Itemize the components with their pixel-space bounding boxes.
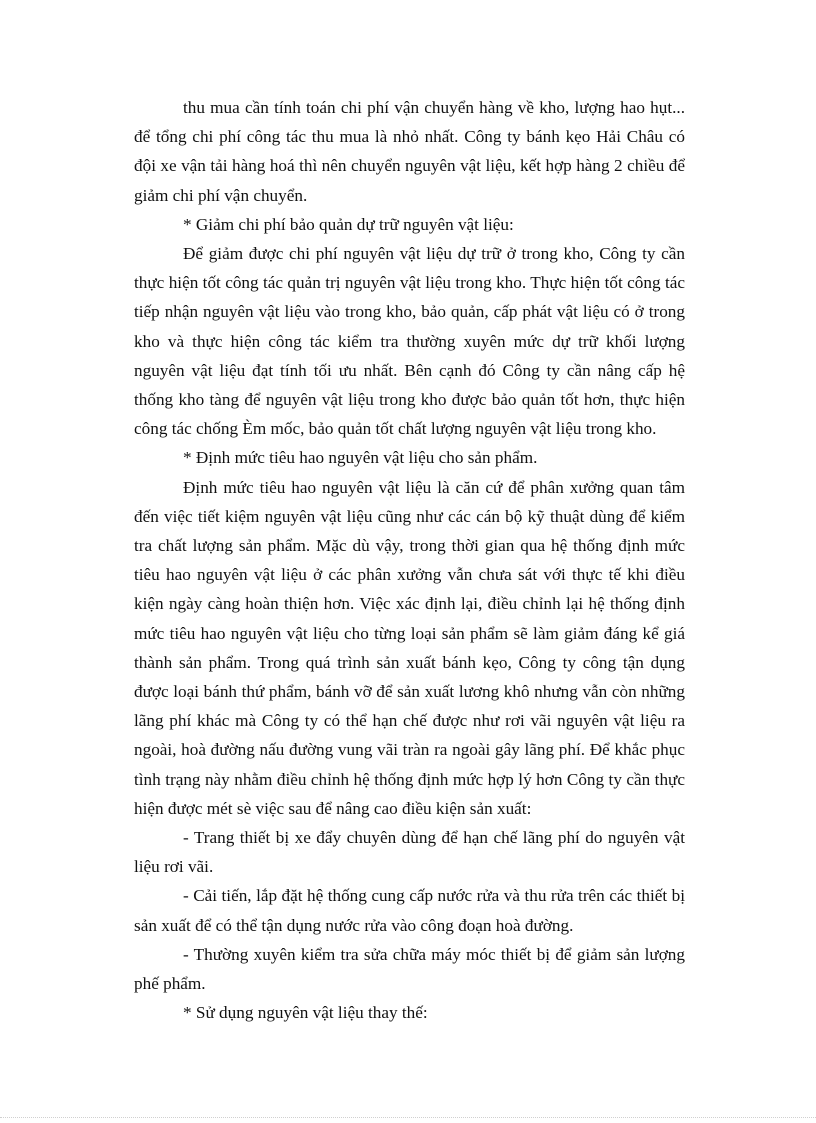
list-item-trolley: - Trang thiết bị xe đẩy chuyên dùng để hạn chế lãng phí do nguyên vật liệu rơi vãi. (134, 828, 685, 877)
paragraph-transport-cost: thu mua cần tính toán chi phí vận chuyển hàng về kho, lượng hao hụt... để tổng chi phí công tác thu mua là nhỏ nhất. Công ty bánh kẹo Hải Châu có đội xe vận tải hàng hoá thì nên chuyển nguyên vật liệu, kết hợp hàng 2 chiều để giảm chi phí vận chuyển. (134, 98, 685, 205)
paragraph-consumption-norm: Định mức tiêu hao nguyên vật liệu là căn cứ để phân xưởng quan tâm đến việc tiết kiệm nguyên vật liệu cũng như các cán bộ kỹ thuật dùng để kiểm tra chất lượng sản phẩm. Mặc dù vậy, trong thời gian qua hệ thống định mức tiêu hao nguyên vật liệu ở các phân xưởng vẫn chưa sát với thực tế khi điều kiện ngày càng hoàn thiện hơn. Việc xác định lại, điều chỉnh lại hệ thống định mức tiêu hao nguyên vật liệu cho từng loại sản phẩm sẽ làm giảm đáng kể giá thành sản phẩm. Trong quá trình sản xuất bánh kẹo, Công ty công tận dụng được loại bánh thứ phẩm, bánh vỡ để sản xuất lương khô nhưng vẫn còn những lãng phí khác mà Công ty có thể hạn chế được như rơi vãi nguyên vật liệu ra ngoài, hoà đường nấu đường vung vãi tràn ra ngoài gây lãng phí. Để khắc phục tình trạng này nhằm điều chỉnh hệ thống định mức hợp lý hơn Công ty cần thực hiện được mét sè việc sau để nâng cao điều kiện sản xuất: (134, 477, 685, 818)
list-item-maintenance: - Thường xuyên kiểm tra sửa chữa máy móc thiết bị để giảm sản lượng phế phẩm. (134, 944, 685, 994)
document-page (134, 93, 685, 1028)
heading-consumption-norm: * Định mức tiêu hao nguyên vật liệu cho sản phẩm. (183, 448, 538, 468)
heading-substitute-materials: * Sử dụng nguyên vật liệu thay thế: (183, 1003, 428, 1023)
page-bottom-divider (0, 1117, 816, 1118)
paragraph-storage-management: Để giảm được chi phí nguyên vật liệu dự trữ ở trong kho, Công ty cần thực hiện tốt công tác quản trị nguyên vật liệu trong kho. Thực hiện tốt công tác tiếp nhận nguyên vật liệu vào trong kho, bảo quản, cấp phát vật liệu có ở trong kho và thực hiện công tác kiểm tra thường xuyên mức dự trữ khối lượng nguyên vật liệu đạt tính tối ưu nhất. Bên cạnh đó Công ty cần nâng cấp hệ thống kho tàng để nguyên vật liệu trong kho được bảo quản tốt hơn, thực hiện công tác chống Èm mốc, bảo quản tốt chất lượng nguyên vật liệu trong kho. (134, 244, 685, 439)
list-item-wash-water: - Cải tiến, lắp đặt hệ thống cung cấp nước rửa và thu rửa trên các thiết bị sản xuất để có thể tận dụng nước rửa vào công đoạn hoà đường. (134, 886, 685, 935)
heading-storage-cost: * Giảm chi phí bảo quản dự trữ nguyên vật liệu: (183, 214, 514, 234)
